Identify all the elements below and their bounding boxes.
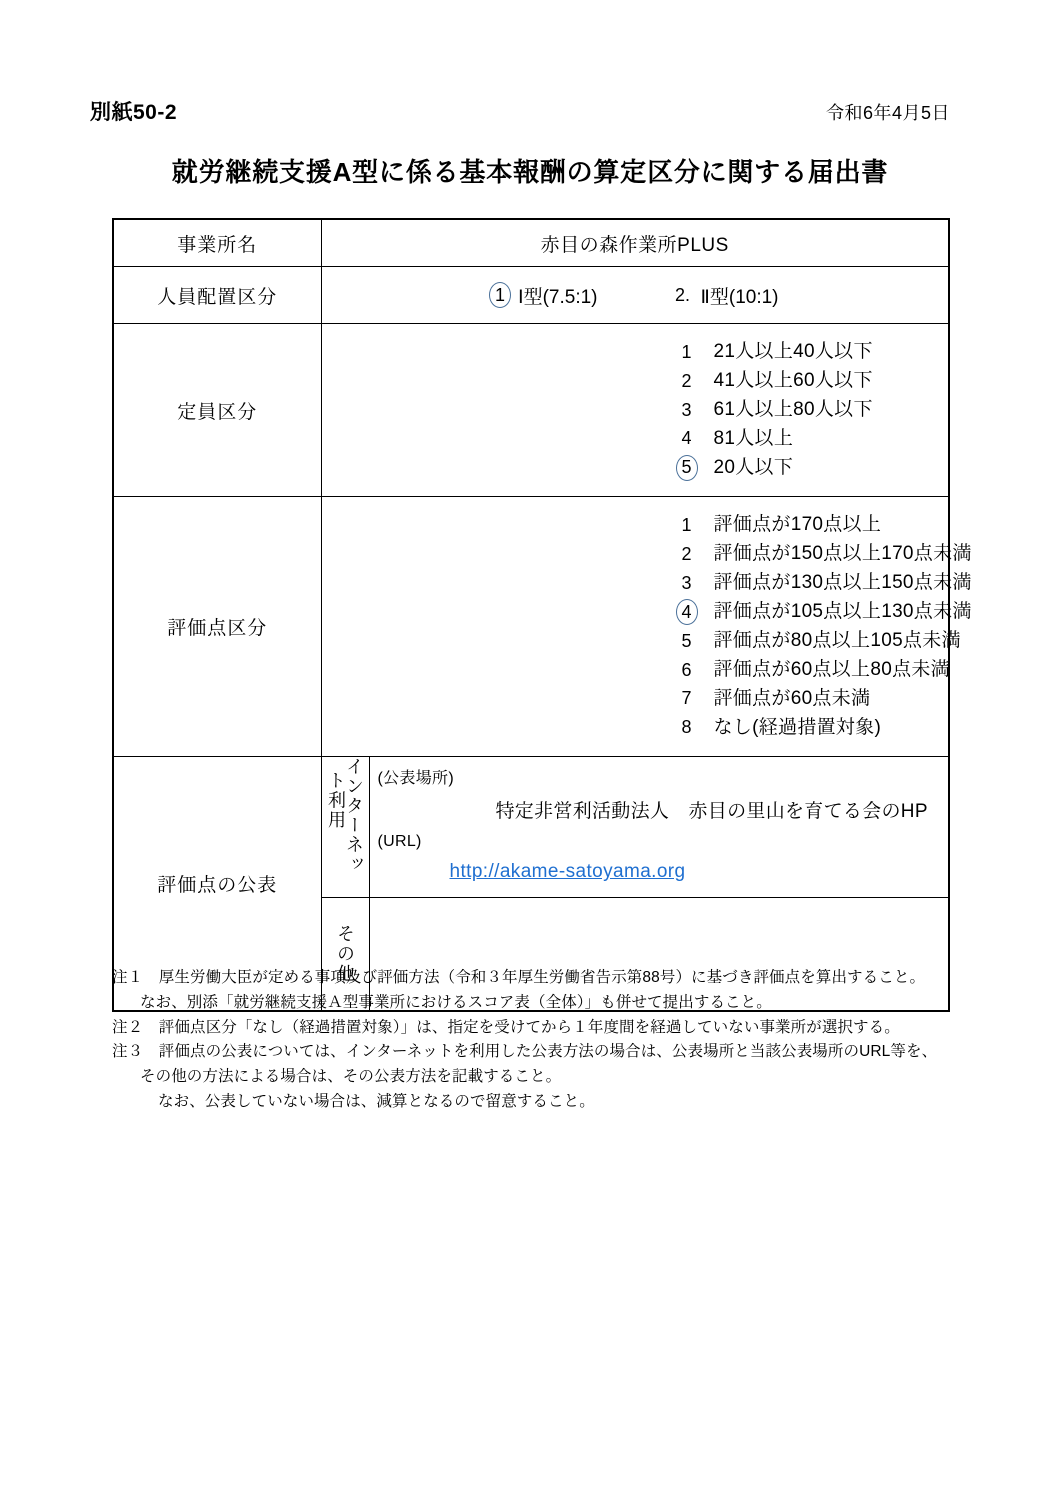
label-capacity: 定員区分 [113,324,321,497]
option-number: 4 [681,428,692,449]
note-2-line-1: 注２ 評価点区分「なし（経過措置対象）」は、指定を受けてから１年度間を経過していない事業所が選択する。 [112,1018,900,1036]
document-code: 別紙50-2 [90,101,178,124]
option-number: 2. [675,284,691,305]
option-number-circled: 1 [491,285,509,306]
label-score: 評価点区分 [113,497,321,757]
internet-vertical-secondary: ト利用 [326,771,346,830]
note-3 [112,1040,982,1114]
option-label: 評価点が105点以上130点未満 [713,601,972,622]
option-number: 8 [681,717,692,738]
publication-place-value: 特定非営利活動法人 赤目の里山を育てる会のHP [495,801,928,823]
notification-form-table [112,218,972,1012]
score-option-7[interactable] [672,685,871,714]
publication-url-line [450,861,949,883]
cell-capacity-options [321,324,949,497]
label-publication: 評価点の公表 [113,757,321,1012]
option-number: 1 [681,515,692,536]
option-label: 21人以上40人以下 [713,341,873,362]
option-number-circled: 4 [672,599,702,626]
option-number: 7 [681,688,692,709]
option-label: 20人以下 [713,456,794,478]
cell-score-options [321,497,972,757]
other-vertical-label: その他 [335,924,355,985]
score-option-4[interactable] [672,598,972,627]
table-row-score [113,497,949,757]
publication-url-label: (URL) [377,833,422,851]
option-label: 61人以上80人以下 [713,398,873,420]
office-name-value: 赤目の森作業所PLUS [540,234,729,256]
internet-vertical-primary: インターネッ [344,757,364,875]
option-label: 評価点が80点以上105点未満 [713,629,961,651]
cell-office-name-value [321,219,949,267]
option-number: 3 [681,399,692,420]
score-option-2[interactable] [672,540,972,569]
label-staffing: 人員配置区分 [113,267,321,324]
option-label: Ⅰ型(7.5:1) [517,286,598,308]
note-3-line-3: なお、公表していない場合は、減算となるので留意すること。 [158,1092,595,1110]
note-3-line-2: その他の方法による場合は、その公表方法を記載すること。 [140,1068,562,1086]
score-option-8[interactable] [672,714,882,743]
capacity-option-2[interactable] [672,367,873,396]
score-option-3[interactable] [672,569,972,598]
note-1-line-1: 注１ 厚生労働大臣が定める事項及び評価方法（令和３年厚生労働省告示第88号）に基づき評価点を算出すること。 [112,969,926,986]
staffing-option-2[interactable] [674,282,779,309]
option-label: 41人以上60人以下 [713,369,873,391]
staffing-option-1[interactable] [491,282,598,309]
capacity-option-4[interactable] [672,425,794,454]
table-row-staffing [113,267,949,324]
option-label: 評価点が60点以上80点未満 [713,658,950,680]
note-1 [112,966,982,1016]
score-option-1[interactable] [672,511,882,540]
option-label: 81人以上 [713,427,794,449]
option-number: 6 [681,659,692,680]
table-row-office-name [113,219,949,267]
option-number: 3 [681,572,692,593]
table-row-capacity [113,324,949,497]
option-label: 評価点が150点以上170点未満 [713,543,972,565]
capacity-option-1[interactable] [672,338,873,367]
option-label: 評価点が130点以上150点未満 [713,572,972,594]
option-number-circled: 5 [672,454,702,481]
notes-section [112,966,982,1115]
staffing-option-line [322,282,949,309]
option-number: 2 [681,370,692,391]
note-1-line-2: なお、別添「就労継続支援Ａ型事業所におけるスコア表（全体）」も併せて提出すること。 [140,993,772,1011]
cell-internet-content [369,757,949,898]
option-label: Ⅱ型(10:1) [700,286,779,308]
cell-internet-vertical-label [321,757,369,898]
document-header [90,96,950,126]
publication-url-link[interactable]: http://akame-satoyama.org [449,861,686,883]
internet-publication-content [370,757,949,897]
score-option-5[interactable] [672,627,961,656]
note-2 [112,1016,982,1041]
option-number: 2 [681,544,692,564]
option-label: 評価点が170点以上 [713,514,882,536]
publication-place-label: (公表場所) [377,770,454,788]
option-label: 評価点が60点未満 [713,687,871,709]
label-office-name: 事業所名 [113,219,321,267]
capacity-option-5[interactable] [672,454,794,483]
score-option-list [322,497,972,756]
note-3-line-1: 注３ 評価点の公表については、インターネットを利用した公表方法の場合は、公表場所と当該公表場所のURL等を、 [112,1043,938,1061]
table-row-publication-internet [113,757,949,898]
capacity-option-list [322,324,949,496]
cell-staffing-options [321,267,949,324]
internet-vertical-label [322,757,369,897]
capacity-option-3[interactable] [672,396,873,425]
document-date: 令和6年4月5日 [825,103,950,123]
page-title: 就労継続支援A型に係る基本報酬の算定区分に関する届出書 [171,157,889,187]
score-option-6[interactable] [672,656,950,685]
option-number: 1 [681,341,692,362]
option-label: なし(経過措置対象) [713,716,882,738]
option-number: 5 [681,630,692,651]
